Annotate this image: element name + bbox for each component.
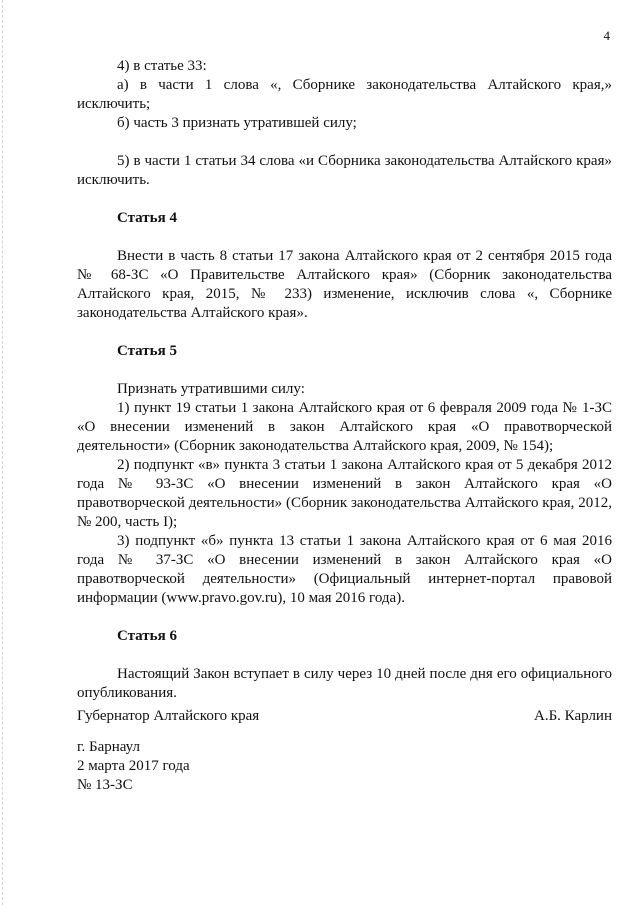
signature-row [77,707,612,726]
article-heading: Статья 5 [117,343,177,359]
paragraph-gap [77,646,612,665]
paragraph: 4) в статье 33: [117,58,207,74]
paragraph-gap [77,361,612,380]
scan-edge-mark [2,0,3,905]
document-body [77,57,612,703]
signatory-position: Губернатор Алтайского края [77,708,260,724]
paragraph-gap [77,133,612,152]
paragraph: Признать утратившими силу: [117,381,305,397]
paragraph: Внести в часть 8 статьи 17 закона Алтайского края от 2 сентября 2015 года № 68-ЗС «О Правительстве Алтайского края» (Сборник законодательства Алтайского края, 2015, № 233) изменение, исключив слова «, Сборнике законодательства Алтайского края». [77,248,612,321]
law-date: 2 марта 2017 года [77,758,190,774]
paragraph-gap [77,608,612,627]
place-and-date [77,738,190,795]
article-heading: Статья 6 [117,628,177,644]
paragraph-gap [77,228,612,247]
paragraph: а) в части 1 слова «, Сборнике законодательства Алтайского края,» исключить; [77,77,612,112]
page-number: 4 [603,28,610,43]
paragraph: 1) пункт 19 статьи 1 закона Алтайского края от 6 февраля 2009 года № 1-ЗС «О внесении изменений в закон Алтайского края «О правотворческой деятельности» (Сборник законодательства Алтайского края, 2009, № 154); [77,400,612,454]
paragraph-gap [77,323,612,342]
article-heading: Статья 4 [117,210,177,226]
paragraph: Настоящий Закон вступает в силу через 10 дней после дня его официального опубликования. [77,666,612,701]
paragraph: 5) в части 1 статьи 34 слова «и Сборника законодательства Алтайского края» исключить. [77,153,612,188]
paragraph: 2) подпункт «в» пункта 3 статьи 1 закона Алтайского края от 5 декабря 2012 года № 93-ЗС «О внесении изменений в закон Алтайского края «О правотворческой деятельности» (Сборник законодательства Алтайского края, 2012, № 200, часть I); [77,457,612,530]
paragraph-gap [77,190,612,209]
law-number: № 13-ЗС [77,777,133,793]
paragraph: б) часть 3 признать утратившей силу; [117,115,357,131]
city: г. Барнаул [77,739,140,755]
signatory-name: А.Б. Карлин [533,708,612,724]
paragraph: 3) подпункт «б» пункта 13 статьи 1 закона Алтайского края от 6 мая 2016 года № 37-ЗС «О внесении изменений в закон Алтайского края «О правотворческой деятельности» (Официальный интернет-портал правовой информации (www.pravo.gov.ru), 10 мая 2016 года). [77,533,612,606]
